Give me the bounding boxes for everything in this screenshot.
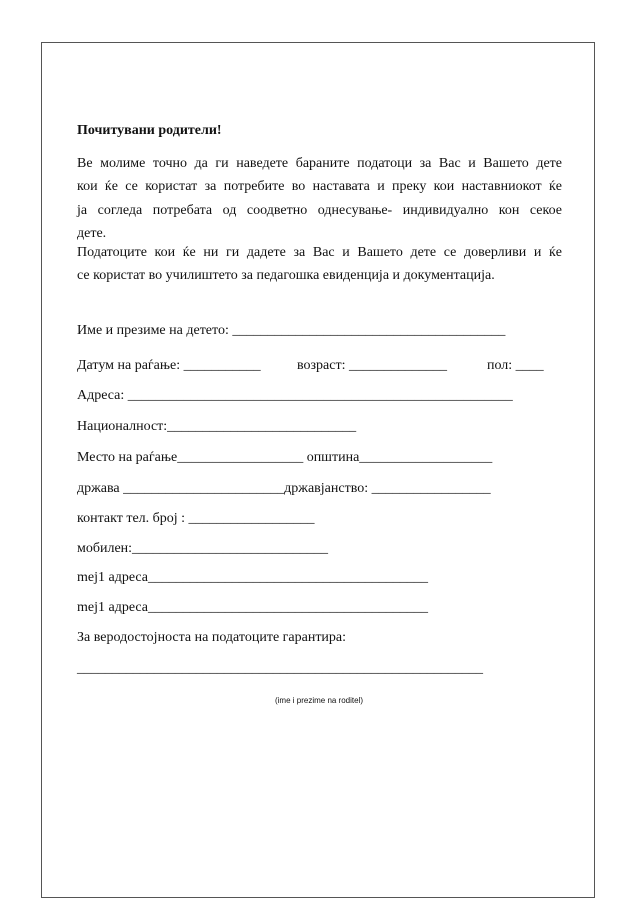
birthplace-field[interactable]: Место на раѓање__________________ општина___________________ xyxy=(77,450,493,465)
guarantee-label: За веродостојноста на податоците гарантира: xyxy=(77,630,347,645)
privacy-line: Податоците кои ќе ни ги дадете за Вас и Вашето дете се доверливи и ќе xyxy=(77,245,562,260)
signature-line[interactable]: __________________________________________________________ xyxy=(77,661,483,676)
email-field-1[interactable]: mej1 адреса________________________________________ xyxy=(77,570,428,585)
intro-line: дете. xyxy=(77,225,107,241)
email-field-2[interactable]: mej1 адреса________________________________________ xyxy=(77,600,428,615)
address-field[interactable]: Адреса: _______________________________________________________ xyxy=(77,388,513,403)
child-name-field[interactable]: Име и презиме на детето: _______________________________________ xyxy=(77,323,506,338)
greeting-heading: Почитувани родители! xyxy=(77,123,222,138)
age-field[interactable]: возраст: ______________ xyxy=(297,358,447,373)
intro-line: ја согледа потребата од соодветно однесување- индивидуално кон секое xyxy=(77,202,562,218)
mobile-field[interactable]: мобилен:____________________________ xyxy=(77,541,329,556)
country-field[interactable]: држава _______________________државјанство: _________________ xyxy=(77,481,491,496)
privacy-paragraph xyxy=(77,241,562,288)
birth-date-field[interactable]: Датум на раѓање: ___________ xyxy=(77,358,261,373)
intro-paragraph xyxy=(77,152,562,245)
privacy-line: се користат во училиштето за педагошка евиденција и документација. xyxy=(77,268,495,284)
nationality-field[interactable]: Националност:___________________________ xyxy=(77,419,357,434)
contact-phone-field[interactable]: контакт тел. број : __________________ xyxy=(77,511,315,526)
intro-line: Ве молиме точно да ги наведете бараните податоци за Вас и Вашето дете xyxy=(77,156,562,171)
intro-line: кои ќе се користат за потребите во наставата и преку кои наставниокот ќе xyxy=(77,179,562,195)
sex-field[interactable]: пол: ____ xyxy=(487,358,544,373)
signature-caption: (ime i prezime na roditel) xyxy=(274,696,364,705)
